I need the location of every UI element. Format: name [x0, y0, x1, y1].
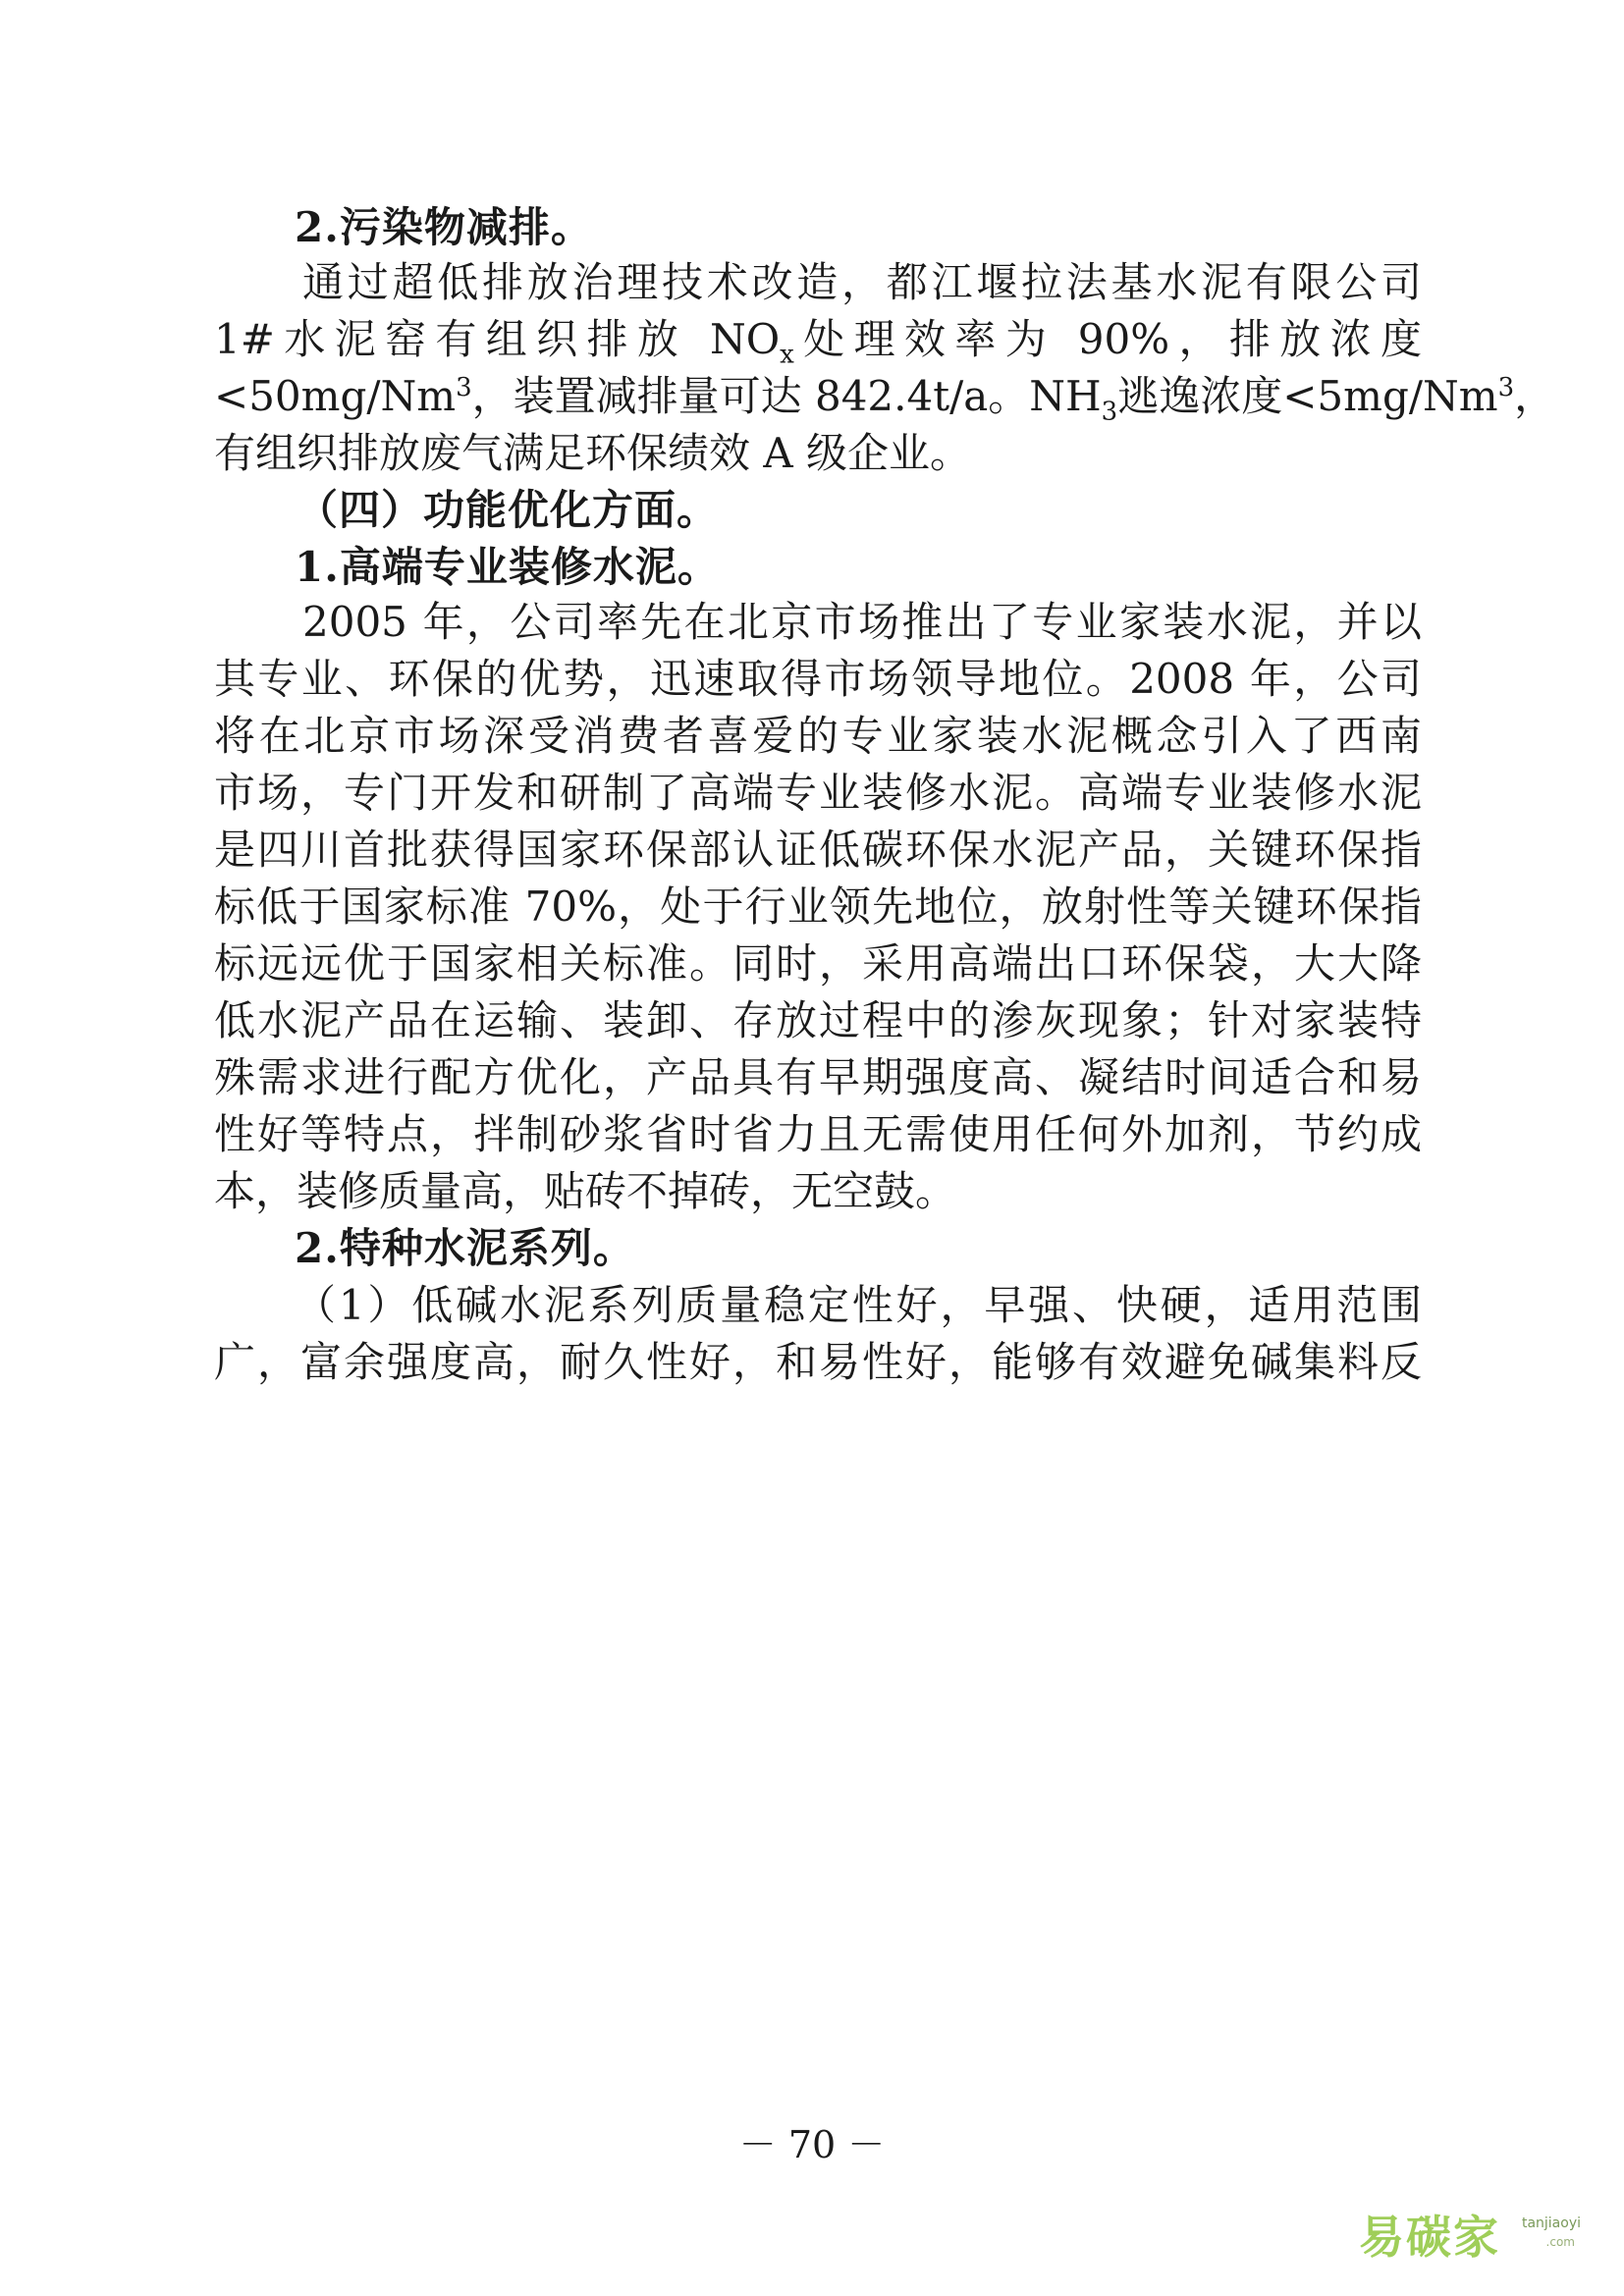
para2-line: 本，装修质量高，贴砖不掉砖，无空鼓。 [214, 1167, 957, 1215]
heading-high-end-cement: 1.高端专业装修水泥。 [295, 543, 720, 591]
para1-line4: 有组织排放废气满足环保绩效 A 级企业。 [214, 429, 972, 477]
para3-line: （1）低碱水泥系列质量稳定性好，早强、快硬，适用范围 [295, 1281, 1422, 1329]
watermark-brand: 易碳家 [1359, 2211, 1500, 2264]
heading-section-four: （四）功能优化方面。 [297, 486, 720, 534]
watermark-url-suffix: .com [1545, 2235, 1575, 2249]
para2-line: 其专业、环保的优势，迅速取得市场领导地位。2008 年，公司 [214, 655, 1422, 703]
para2-line: 2005 年，公司率先在北京市场推出了专业家装水泥，并以 [302, 598, 1422, 646]
para3-line: 广，富余强度高，耐久性好，和易性好，能够有效避免碱集料反 [214, 1338, 1422, 1386]
heading-special-cement: 2.特种水泥系列。 [295, 1224, 635, 1272]
page-number: － 70 － [738, 2123, 886, 2166]
para2-line: 性好等特点，拌制砂浆省时省力且无需使用任何外加剂，节约成 [214, 1110, 1422, 1158]
para2-line: 市场，专门开发和研制了高端专业装修水泥。高端专业装修水泥 [214, 769, 1422, 817]
para2-line: 标低于国家标准 70%，处于行业领先地位，放射性等关键环保指 [214, 882, 1422, 931]
para1-line2: 1#水泥窑有组织排放 $NO_x$处理效率为 90%，排放浓度 [214, 315, 1423, 370]
heading-pollution-reduction: 2.污染物减排。 [295, 203, 593, 251]
para2-line: 低水泥产品在运输、装卸、存放过程中的渗灰现象；针对家装特 [214, 996, 1422, 1044]
para2-line: 是四川首批获得国家环保部认证低碳环保水泥产品，关键环保指 [214, 826, 1422, 874]
watermark-url: tanjiaoyi [1521, 2216, 1581, 2231]
para2-line: 殊需求进行配方优化，产品具有早期强度高、凝结时间适合和易 [214, 1053, 1422, 1101]
para1-line3: $<50mg/Nm^3$，装置减排量可达 842.4t/a。$NH_3$逃逸浓度$<5mg/Nm^3$， [214, 372, 1556, 427]
para2-line: 标远远优于国家相关标准。同时，采用高端出口环保袋，大大降 [214, 939, 1422, 988]
para2-line: 将在北京市场深受消费者喜爱的专业家装水泥概念引入了西南 [214, 712, 1422, 760]
para1-line1: 通过超低排放治理技术改造，都江堰拉法基水泥有限公司 [302, 258, 1422, 306]
watermark-logo [1359, 2208, 1581, 2270]
